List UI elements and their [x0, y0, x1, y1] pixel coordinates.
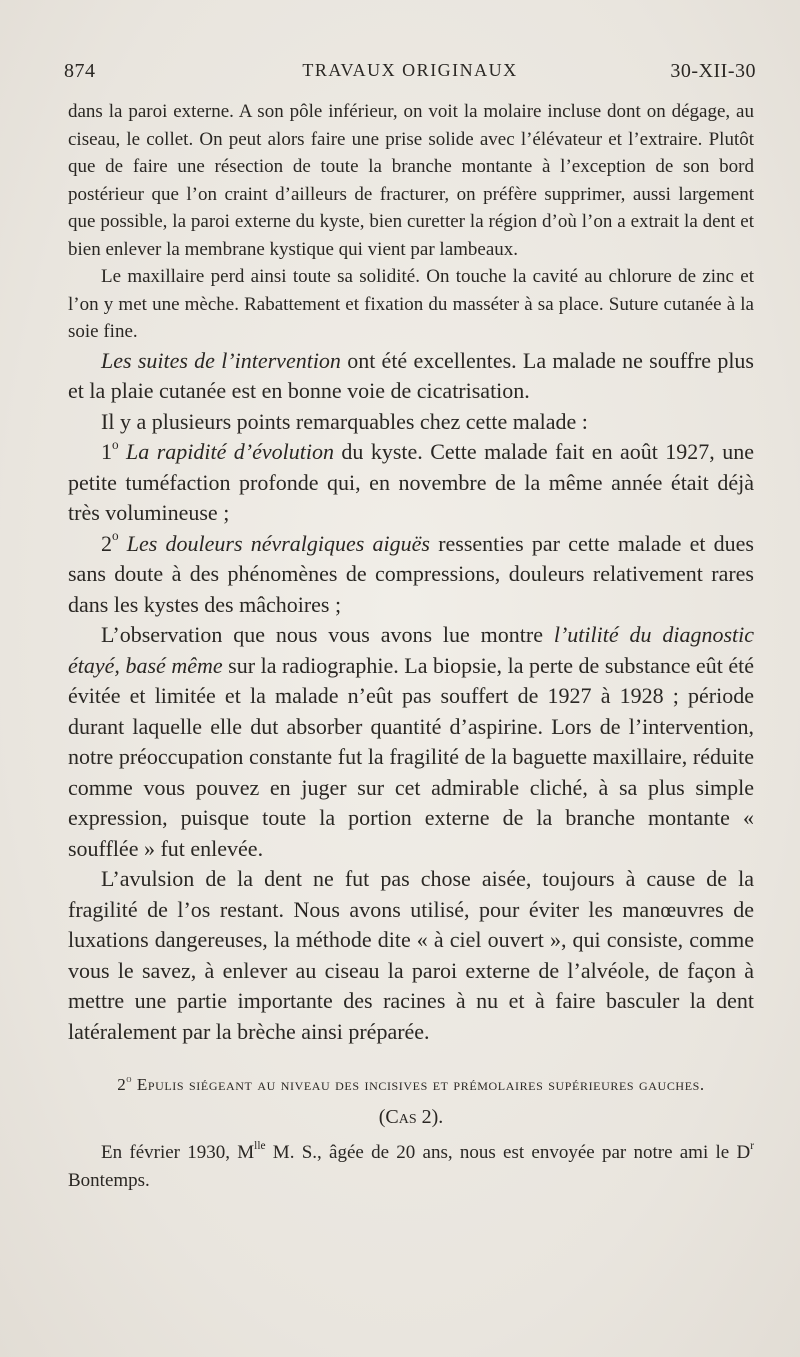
ordinal-mark: o	[112, 436, 119, 452]
body-text	[68, 98, 754, 1195]
paragraph-text: ressenties par cette malade et dues sans doute à des phénomènes de compressions, douleurs relativement rares dans les kystes des mâchoires ;	[68, 530, 754, 617]
paragraph-text: du kyste. Cette malade fait en août 1927, une petite tuméfaction profonde qui, en novembre de la même année était déjà très volumineuse ;	[68, 439, 755, 525]
italic-phrase: l’utilité du diagnostic étayé, basé même	[68, 622, 754, 678]
title-abbrev: lle	[254, 1139, 266, 1152]
paragraph-9	[68, 1139, 754, 1195]
list-item-1	[68, 437, 754, 529]
case-label: (Cas 2).	[378, 1106, 444, 1128]
paragraph-text: Bontemps.	[68, 1170, 150, 1191]
list-item-2	[68, 529, 754, 621]
item-number: 1	[101, 439, 112, 464]
section-number: 2	[117, 1075, 127, 1094]
paragraph-1: dans la paroi externe. A son pôle inférieur, on voit la molaire incluse dont on dégage, au ciseau, le collet. On peut alors faire une prise solide avec l’élévateur et l’extraire. Plutôt que de faire une résection de toute la branche montante à l’exception de son bord postérieur que l’on craint d’ailleurs de fracturer, on préfère supprimer, aussi largement que possible, la paroi externe du kyste, bien curetter la région d’où l’on a extrait la dent et bien enlever la membrane kystique qui vient par lambeaux.	[68, 101, 754, 260]
section-title: Epulis siégeant au niveau des incisives et prémolaires supérieures gauches.	[132, 1075, 705, 1094]
ordinal-mark: o	[112, 528, 119, 544]
italic-phrase: Les suites de l’intervention	[101, 347, 341, 373]
item-number: 2	[101, 530, 112, 556]
paragraph-7	[68, 620, 754, 864]
title-abbrev: r	[750, 1139, 754, 1152]
page-number: 874	[64, 60, 96, 82]
paragraph-text: L’observation que nous vous avons lue montre	[101, 622, 554, 647]
running-title: TRAVAUX ORIGINAUX	[302, 60, 518, 80]
paragraph-3	[68, 346, 754, 407]
paragraph-4: Il y a plusieurs points remarquables chez cette malade :	[101, 408, 588, 434]
paragraph-text: ont été excellentes. La malade ne souffre plus et la plaie cutanée est en bonne voie de cicatrisation.	[68, 347, 754, 403]
paragraph-2: Le maxillaire perd ainsi toute sa solidité. On touche la cavité au chlorure de zinc et l’on y met une mèche. Rabattement et fixation du masséter à sa place. Suture cutanée à la soie fine.	[68, 266, 754, 342]
ordinal-mark: o	[126, 1073, 132, 1085]
section-heading	[68, 1071, 754, 1098]
paragraph-text: En février 1930, M	[101, 1142, 255, 1163]
italic-phrase: La rapidité d’évolution	[126, 439, 334, 464]
paragraph-text: sur la radiographie. La biopsie, la perte de substance eût été évitée et limitée et la malade n’eût pas souffert de 1927 à 1928 ; période durant laquelle elle dut absorber quantité d’aspirine. Lors de l’intervention, notre préoccupation constante fut la fragilité de la baguette maxillaire, réduite comme vous pouvez en juger sur cet admirable cliché, à sa plus simple expression, puisque toute la portion externe de la branche montante « soufflée » fut enlevée.	[68, 652, 754, 861]
paragraph-8: L’avulsion de la dent ne fut pas chose aisée, toujours à cause de la fragilité de l’os restant. Nous avons utilisé, pour éviter les manœuvres de luxations dangereuses, la méthode dite « à ciel ouvert », qui consiste, comme vous le savez, à enlever au ciseau la paroi externe de l’alvéole, de façon à mettre une partie importante des racines à nu et à faire basculer la dent latéralement par la brèche ainsi préparée.	[68, 866, 754, 1044]
running-header	[64, 60, 756, 90]
issue-date: 30-XII-30	[670, 60, 756, 82]
paragraph-text: M. S., âgée de 20 ans, nous est envoyée par notre ami le D	[265, 1142, 751, 1163]
italic-phrase: Les douleurs névralgiques aiguës	[126, 530, 430, 556]
